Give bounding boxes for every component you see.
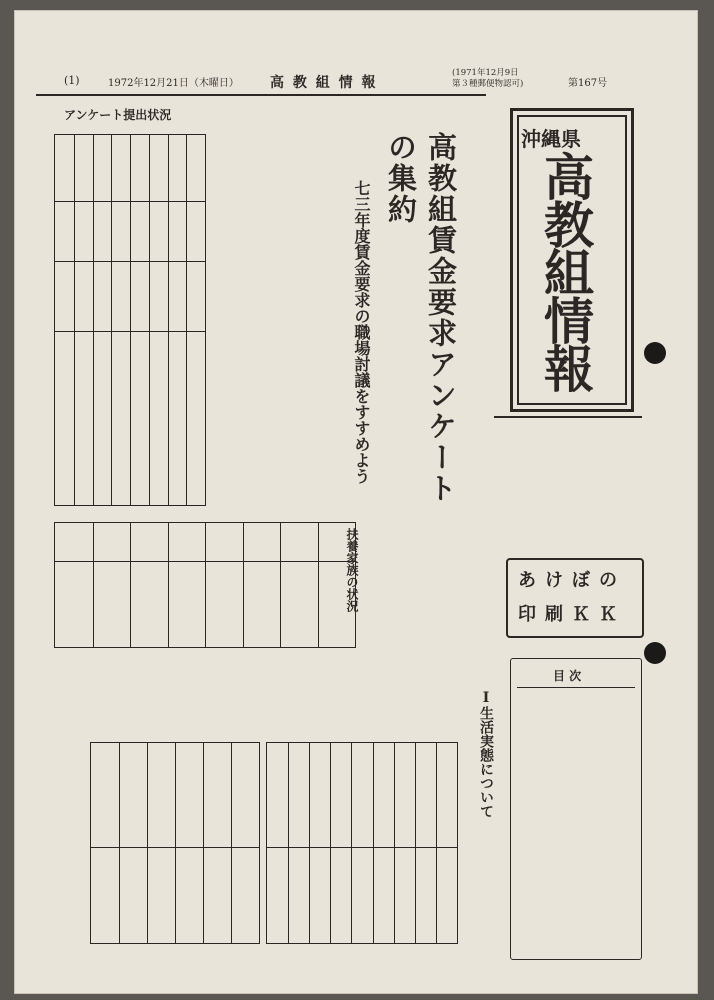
dependents-table <box>54 522 356 648</box>
survey-questions-area <box>36 658 476 958</box>
dependents-title: 扶養家族の状況 <box>345 528 359 612</box>
table-column-rule <box>373 743 374 943</box>
table-column-rule <box>168 523 169 647</box>
newspaper-page <box>14 10 698 994</box>
table-column-rule <box>288 743 289 943</box>
table-row-rule <box>267 847 457 848</box>
toc-rule <box>517 687 635 688</box>
table-column-rule <box>93 135 94 505</box>
table-column-rule <box>149 135 150 505</box>
printer-advert <box>506 558 644 638</box>
binder-hole-bottom <box>644 642 666 664</box>
table-column-rule <box>415 743 416 943</box>
table-row-rule <box>55 201 205 202</box>
header <box>38 68 674 94</box>
table-row-rule <box>91 847 259 848</box>
table-column-rule <box>243 523 244 647</box>
table-column-rule <box>130 135 131 505</box>
table-column-rule <box>205 523 206 647</box>
table-row-rule <box>55 561 355 562</box>
survey-status-table <box>54 134 206 506</box>
mail-permit-1: (1971年12月9日 <box>452 68 519 78</box>
toc-title: 目 次 <box>553 669 582 683</box>
publication-info <box>498 424 644 554</box>
table-column-rule <box>119 743 120 943</box>
binder-hole-top <box>644 342 666 364</box>
issue-no: (1) <box>64 74 80 87</box>
headline-sub: 七三年度賃金要求の職場討議をすすめよう <box>352 180 371 484</box>
survey-status-title: アンケート提出状況 <box>64 108 172 122</box>
intro-text <box>206 140 366 520</box>
paper-name: 高 教 組 情 報 <box>270 75 378 91</box>
table-column-rule <box>280 523 281 647</box>
table-column-rule <box>231 743 232 943</box>
table-column-rule <box>394 743 395 943</box>
table-row-rule <box>55 261 205 262</box>
table-column-rule <box>111 135 112 505</box>
masthead-prefecture: 沖縄県 <box>521 127 581 151</box>
table-of-contents <box>510 658 642 960</box>
advert-line-2: 印刷ＫＫ <box>518 604 626 625</box>
issue-number: 第167号 <box>568 78 608 89</box>
masthead-title: 高教組情報 <box>536 151 595 391</box>
table-column-rule <box>318 523 319 647</box>
mail-permit-2: 第３種郵便物認可) <box>452 79 524 89</box>
masthead-rule <box>494 416 642 418</box>
table-column-rule <box>74 135 75 505</box>
issue-date: 1972年12月21日（木曜日） <box>108 78 239 89</box>
improvement-table <box>90 742 260 944</box>
table-column-rule <box>330 743 331 943</box>
table-column-rule <box>175 743 176 943</box>
toc-list <box>517 693 635 951</box>
table-column-rule <box>168 135 169 505</box>
header-rule <box>36 94 486 96</box>
table-column-rule <box>147 743 148 943</box>
table-column-rule <box>203 743 204 943</box>
table-column-rule <box>436 743 437 943</box>
household-finance-table <box>266 742 458 944</box>
headline-main-1: 高教組賃金要求アンケート <box>424 132 458 504</box>
section-title: Ⅰ生活実態について <box>478 690 494 818</box>
table-column-rule <box>93 523 94 647</box>
masthead <box>510 108 634 412</box>
table-column-rule <box>186 135 187 505</box>
headline-main-2: の集約 <box>384 132 418 225</box>
table-row-rule <box>55 331 205 332</box>
table-column-rule <box>309 743 310 943</box>
table-column-rule <box>351 743 352 943</box>
table-column-rule <box>130 523 131 647</box>
advert-line-1: あけぼの <box>518 570 626 591</box>
